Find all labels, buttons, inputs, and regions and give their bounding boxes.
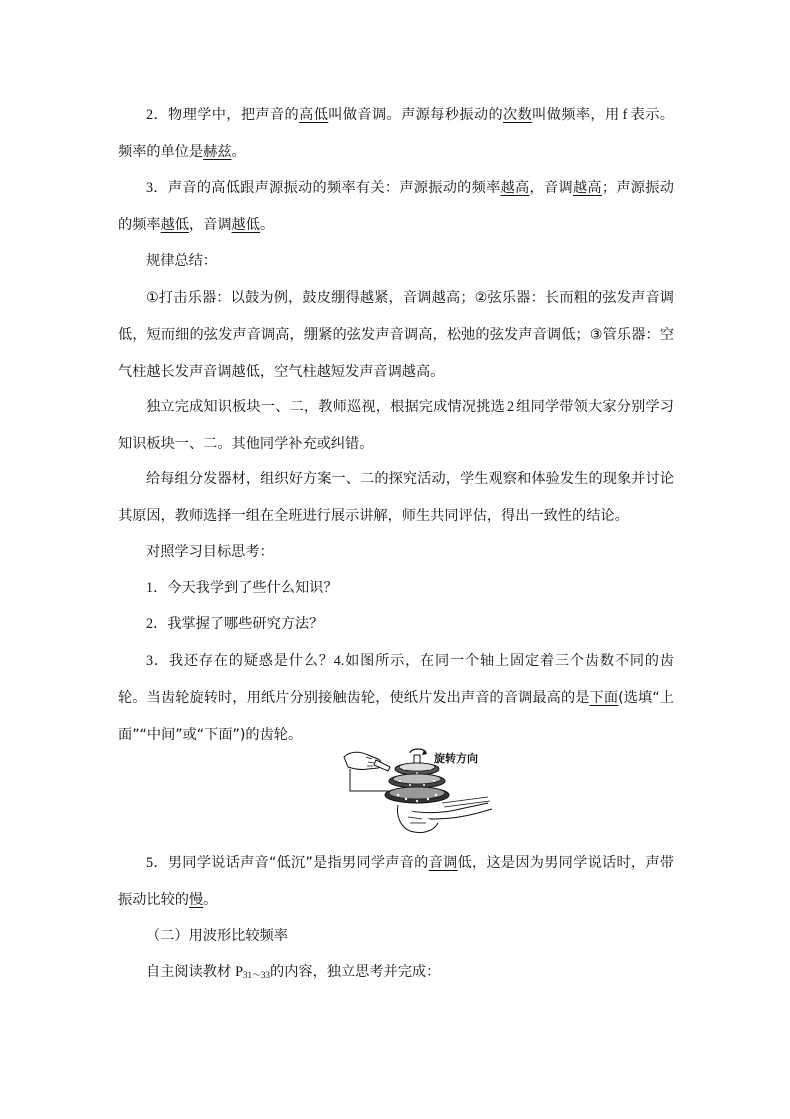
answer-underlined: 高低 [299,107,329,123]
item-number: 3． [146,180,168,196]
text-run: 如图所示，在同一个轴上固定着三个齿数不同的齿轮。当齿轮旋转时，用纸片分别接触齿轮，使纸片发出声音的音调最高的是 [118,653,674,706]
reflection-question-3 [118,643,674,754]
item-number: 4. [333,653,345,669]
text-run: 自主阅读教材 [146,964,232,980]
item-number: 2． [146,107,169,123]
frequency-symbol: f [622,107,628,123]
answer-underlined: 次数 [503,107,533,123]
paragraph-group-activity: 给每组分发器材，组织好方案一、二的探究活动，学生观察和体验发生的现象并讨论其原因，教师选择一组在全班进行展示讲解，师生共同评估，得出一致性的结论。 [118,471,674,524]
text-run: 独立完成知识板块一、二，教师巡视，根据完成情况挑选 [146,399,505,415]
answer-underlined: 赫兹 [203,144,232,160]
paragraph-independent-work [118,389,674,463]
paper-strip-icon [374,760,390,771]
text-run: 。 [259,217,275,233]
answer-underlined: 下面 [589,690,619,706]
handle-lines [442,797,490,807]
text-run: 叫做频率，用 [532,107,620,123]
text-run: 低，这是因为男同学说话时，声带振动比较的 [118,855,674,908]
item-number: 1． [146,580,168,596]
section-heading-waveform: （二）用波形比较频率 [146,928,288,944]
paragraph-pitch-frequency [118,170,674,244]
text-run: 我还存在的疑惑是什么？ [168,653,334,669]
text-run: 我掌握了哪些研究方法？ [167,616,324,632]
axle-cap [414,755,420,763]
bottom-gear-face [389,787,445,799]
text-run: 。 [231,144,246,160]
gear-experiment-figure [338,743,494,837]
answer-underlined: 越低 [160,217,189,233]
text-run: ；声源振动的频率 [118,180,674,233]
answer-underlined: 音调 [428,855,458,871]
text-run: 组同学带领大家分别学习知识板块一、二。其他同学补充或纠错。 [118,399,674,452]
reflection-title: 对照学习目标思考： [146,544,274,560]
group-count: 2 [506,399,515,415]
answer-underlined: 越低 [231,217,260,233]
item-number: 3． [146,653,169,669]
page-ref: P [235,964,244,980]
frame-wire [350,769,388,791]
reflection-question-1 [118,570,674,607]
page-range: 31～33 [243,970,271,980]
reflection-question-5 [118,845,674,919]
text-run: 物理学中，把声音的 [168,107,300,123]
middle-gear-face [393,774,441,784]
rotation-direction-label: 旋转方向 [434,753,478,765]
answer-underlined: 越高 [572,180,602,196]
text-run: 声音的高低跟声源振动的频率有关：声源振动的频率 [167,180,501,196]
text-run: 叫做音调。声源每秒振动的 [328,107,504,123]
text-run: 的内容，独立思考并完成： [270,964,441,980]
text-run: ，音调 [188,217,232,233]
text-run: 。 [203,892,218,908]
paragraph-self-reading [118,954,674,994]
reflection-question-2 [118,606,674,643]
rule-summary-body: ①打击乐器：以鼓为例，鼓皮绷得越紧，音调越高；②弦乐器：长而粗的弦发声音调低，短而细的弦发声音调高，绷紧的弦发声音调高，松弛的弦发声音调低；③管乐器：空气柱越长发声音调越低，空气柱越短发声音调越高。 [118,290,674,380]
text-run: ，音调 [529,180,573,196]
text-run: 男同学说话声音“低沉”是指男同学声音的 [167,855,429,871]
answer-underlined: 慢 [188,892,204,908]
item-number: 5． [146,855,168,871]
answer-underlined: 越高 [500,180,530,196]
rule-summary-title: 规律总结： [146,253,217,269]
item-number: 2． [146,616,168,632]
text-run: (选填“上面”“中间”或“下面”)的齿轮。 [118,690,674,743]
text-run: 今天我学到了些什么知识？ [167,580,338,596]
paragraph-pitch-definition [118,97,674,171]
text-run: 表示。频率的单位是 [118,107,674,160]
